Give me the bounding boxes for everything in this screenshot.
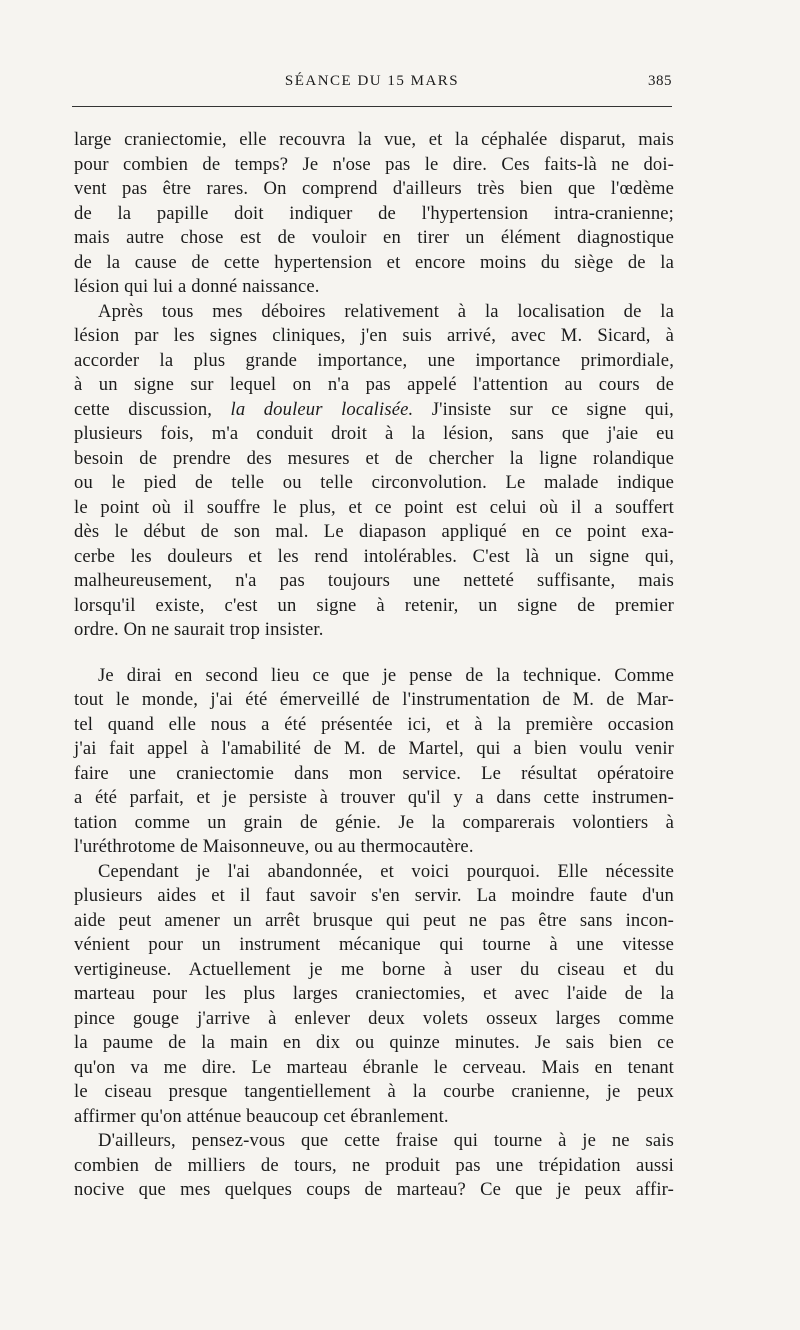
paragraph	[74, 128, 674, 300]
text-line: Cependant je l'ai abandonnée, et voici pourquoi. Elle nécessite	[98, 860, 674, 882]
running-title: SÉANCE DU 15 MARS	[284, 73, 460, 89]
text-line: tout le monde, j'ai été émerveillé de l'instrumentation de M. de Mar-	[74, 689, 674, 710]
text-line: dès le début de son mal. Le diapason appliqué en ce point exa-	[74, 521, 674, 542]
text-line: faire une craniectomie dans mon service. Le résultat opératoire	[74, 762, 674, 784]
text-line: cerbe les douleurs et les rend intolérables. C'est là un signe qui,	[74, 545, 674, 567]
text-line: j'ai fait appel à l'amabilité de M. de Martel, qui a bien voulu venir	[74, 738, 674, 759]
text-line: pince gouge j'arrive à enlever deux volets osseux larges comme	[74, 1007, 674, 1029]
text-line: large craniectomie, elle recouvra la vue, et la céphalée disparut, mais	[74, 129, 674, 150]
body-text	[74, 128, 674, 1203]
text-line: Je dirai en second lieu ce que je pense de la technique. Comme	[98, 664, 674, 686]
text-line: a été parfait, et je persiste à trouver qu'il y a dans cette instrumen-	[74, 787, 674, 808]
text-line: ordre. On ne saurait trop insister.	[74, 619, 324, 640]
text-line: plusieurs fois, m'a conduit droit à la lésion, sans que j'aie eu	[74, 423, 674, 444]
text-line: malheureusement, n'a pas toujours une netteté suffisante, mais	[74, 570, 674, 591]
page-number: 385	[648, 73, 672, 89]
text-line: aide peut amener un arrêt brusque qui peut ne pas être sans incon-	[74, 909, 674, 931]
running-header	[72, 73, 672, 93]
header-rule	[72, 106, 672, 107]
text-line: vertigineuse. Actuellement je me borne à user du ciseau et du	[74, 958, 674, 980]
section-gap	[74, 643, 674, 664]
paragraph	[74, 664, 674, 860]
text-line: de la papille doit indiquer de l'hypertension intra-cranienne;	[74, 202, 674, 224]
paragraph	[74, 1129, 674, 1203]
text-line: nocive que mes quelques coups de marteau? Ce que je peux affir-	[74, 1179, 674, 1200]
text-line: accorder la plus grande importance, une importance primordiale,	[74, 349, 674, 371]
paragraph	[74, 860, 674, 1130]
text-line: le ciseau presque tangentiellement à la courbe cranienne, je peux	[74, 1081, 674, 1102]
text-line: ou le pied de telle ou telle circonvolution. Le malade indique	[74, 472, 674, 493]
emphasis-text: la douleur localisée.	[230, 398, 414, 420]
text-line: combien de milliers de tours, ne produit pas une trépidation aussi	[74, 1154, 674, 1176]
text-line: lorsqu'il existe, c'est un signe à retenir, un signe de premier	[74, 594, 674, 616]
text-line: l'uréthrotome de Maisonneuve, ou au thermocautère.	[74, 836, 474, 857]
text-line: lésion qui lui a donné naissance.	[74, 276, 320, 297]
text-line: tel quand elle nous a été présentée ici, et à la première occasion	[74, 713, 674, 735]
text-line: vénient pour un instrument mécanique qui tourne à une vitesse	[74, 934, 674, 955]
text-line: tation comme un grain de génie. Je la comparerais volontiers à	[74, 811, 674, 833]
text-line: marteau pour les plus larges craniectomies, et avec l'aide de la	[74, 983, 674, 1004]
text-line: vent pas être rares. On comprend d'ailleurs très bien que l'œdème	[74, 178, 674, 199]
text-line: pour combien de temps? Je n'ose pas le dire. Ces faits-là ne doi-	[74, 153, 674, 175]
text-line: Après tous mes déboires relativement à la localisation de la	[98, 300, 674, 322]
text-line: plusieurs aides et il faut savoir s'en servir. La moindre faute d'un	[74, 885, 674, 906]
text-line-mixed	[74, 398, 674, 423]
text-line: D'ailleurs, pensez-vous que cette fraise qui tourne à je ne sais	[98, 1130, 674, 1151]
text-line: mais autre chose est de vouloir en tirer un élément diagnostique	[74, 227, 674, 248]
text-line: lésion par les signes cliniques, j'en suis arrivé, avec M. Sicard, à	[74, 325, 674, 346]
text-line: qu'on va me dire. Le marteau ébranle le cerveau. Mais en tenant	[74, 1056, 674, 1078]
text-line: à un signe sur lequel on n'a pas appelé l'attention au cours de	[74, 374, 674, 395]
text-segment: cette discussion,	[74, 398, 213, 420]
text-segment: J'insiste sur ce signe qui,	[431, 398, 674, 420]
text-line: de la cause de cette hypertension et encore moins du siège de la	[74, 251, 674, 273]
paragraph	[74, 300, 674, 643]
text-line: besoin de prendre des mesures et de chercher la ligne rolandique	[74, 447, 674, 469]
text-line: la paume de la main en dix ou quinze minutes. Je sais bien ce	[74, 1032, 674, 1053]
text-line: le point où il souffre le plus, et ce point est celui où il a souffert	[74, 496, 674, 518]
text-line: affirmer qu'on atténue beaucoup cet ébranlement.	[74, 1105, 449, 1127]
